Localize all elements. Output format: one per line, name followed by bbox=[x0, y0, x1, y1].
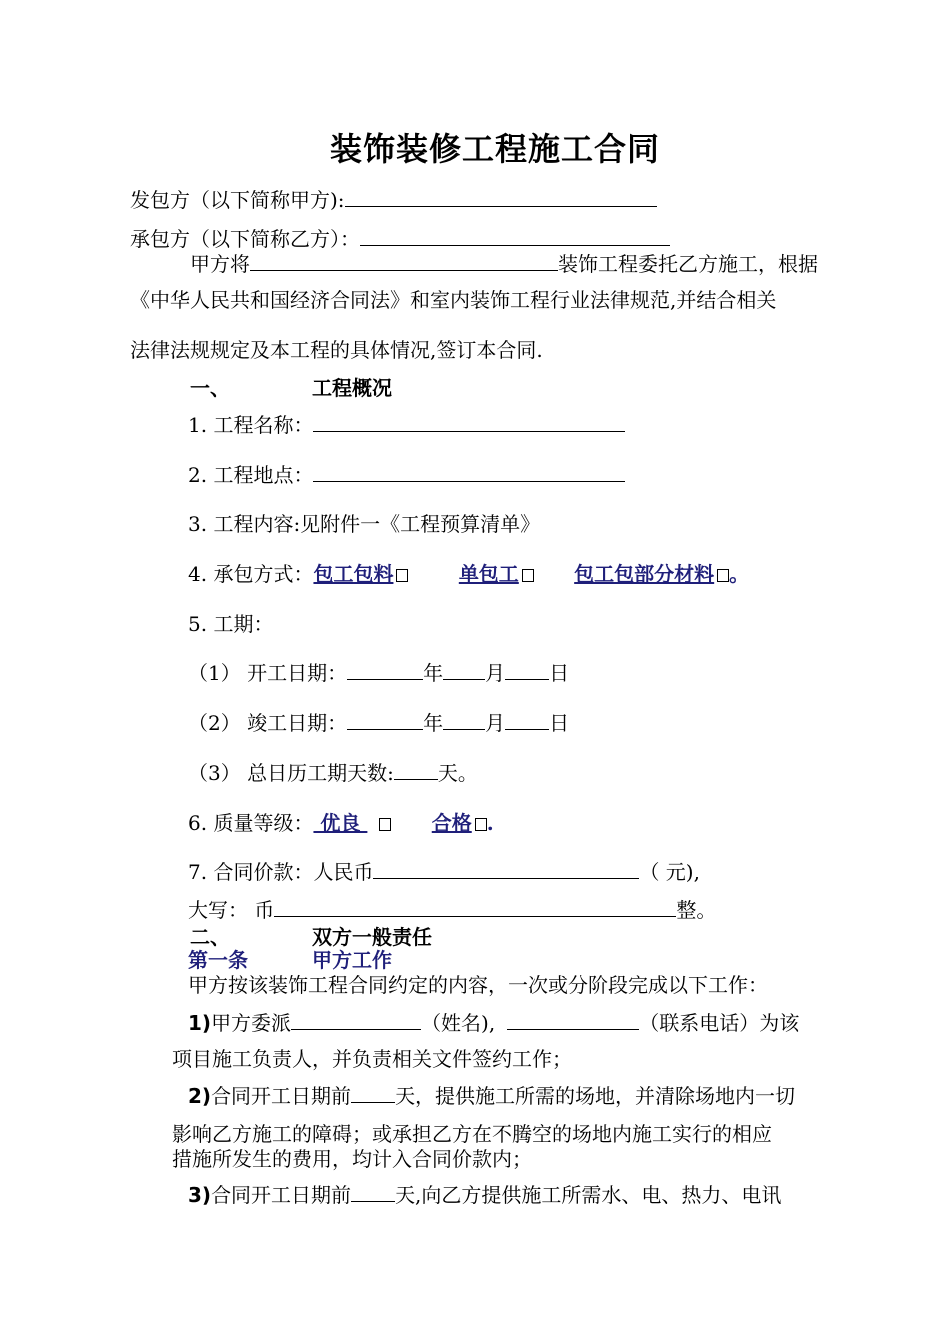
item-contract-mode bbox=[188, 562, 749, 586]
clause-text: （联系电话）为该 bbox=[639, 1011, 800, 1035]
item-end: 。 bbox=[729, 562, 750, 586]
document-title: 装饰装修工程施工合同 bbox=[329, 130, 660, 168]
end-year-blank[interactable] bbox=[347, 711, 423, 730]
project-name-blank[interactable] bbox=[313, 413, 625, 432]
item-label: 4. 承包方式： bbox=[188, 562, 314, 586]
start-date-line bbox=[188, 661, 569, 685]
clause-3 bbox=[188, 1183, 781, 1207]
item-duration: 5. 工期： bbox=[188, 612, 274, 636]
days-before-blank[interactable] bbox=[351, 1183, 395, 1202]
clause-text: 天，提供施工所需的场地，并清除场地内一切 bbox=[395, 1084, 796, 1108]
start-day-blank[interactable] bbox=[505, 661, 549, 680]
month-label: 月 bbox=[485, 661, 506, 685]
intro-text: 装饰工程委托乙方施工，根据 bbox=[558, 252, 818, 276]
body-intro: 甲方按该装饰工程合同约定的内容，一次或分阶段完成以下工作： bbox=[188, 973, 768, 997]
checkbox[interactable] bbox=[717, 569, 729, 582]
checkbox[interactable] bbox=[522, 569, 534, 582]
item-price bbox=[188, 860, 700, 884]
clause-text: 天,向乙方提供施工所需水、电、热力、电讯 bbox=[395, 1183, 782, 1207]
day-label: 日 bbox=[549, 661, 570, 685]
item-label: 6. 质量等级： bbox=[188, 811, 314, 835]
clause-text: 甲方委派 bbox=[211, 1011, 292, 1035]
clause-1 bbox=[188, 1011, 799, 1035]
daxie-label: 大写： 币 bbox=[188, 898, 275, 922]
end-month-blank[interactable] bbox=[443, 711, 485, 730]
manager-name-blank[interactable] bbox=[291, 1011, 421, 1030]
section-1-title: 工程概况 bbox=[312, 376, 392, 400]
item-end: . bbox=[486, 811, 494, 835]
checkbox[interactable] bbox=[475, 818, 487, 831]
total-days-label: （3） 总日历工期天数: bbox=[188, 761, 394, 785]
end-day-blank[interactable] bbox=[505, 711, 549, 730]
price-label: 7. 合同价款：人民币 bbox=[188, 860, 374, 884]
article-1-num: 第一条 bbox=[188, 948, 248, 972]
option-labor-only[interactable]: 单包工 bbox=[458, 562, 519, 586]
project-blank[interactable] bbox=[250, 252, 558, 271]
intro-line-3: 法律法规规定及本工程的具体情况,签订本合同. bbox=[130, 338, 543, 362]
clause-text: 合同开工日期前 bbox=[211, 1183, 352, 1207]
clause-num: 2) bbox=[188, 1084, 212, 1108]
start-year-blank[interactable] bbox=[347, 661, 423, 680]
intro-line-2: 《中华人民共和国经济合同法》和室内装饰工程行业法律规范,并结合相关 bbox=[130, 288, 777, 312]
party-b-line bbox=[130, 227, 670, 251]
end-date-line bbox=[188, 711, 569, 735]
clause-2-cont-2: 措施所发生的费用，均计入合同价款内； bbox=[172, 1147, 532, 1171]
clause-num: 1) bbox=[188, 1011, 212, 1035]
option-excellent[interactable]: 优良 bbox=[313, 811, 368, 835]
intro-line-1 bbox=[190, 252, 818, 276]
checkbox[interactable] bbox=[379, 818, 391, 831]
checkbox[interactable] bbox=[396, 569, 408, 582]
section-1-num: 一、 bbox=[190, 376, 230, 400]
start-date-label: （1） 开工日期： bbox=[188, 661, 348, 685]
section-2-num: 二、 bbox=[190, 925, 230, 949]
year-label: 年 bbox=[423, 661, 444, 685]
days-before-blank[interactable] bbox=[351, 1084, 395, 1103]
project-location-blank[interactable] bbox=[313, 463, 625, 482]
option-full-contract[interactable]: 包工包料 bbox=[313, 562, 394, 586]
year-label: 年 bbox=[423, 711, 444, 735]
clause-1-cont: 项目施工负责人，并负责相关文件签约工作； bbox=[172, 1047, 572, 1071]
party-a-label: 发包方（以下简称甲方): bbox=[130, 188, 345, 212]
phone-blank[interactable] bbox=[507, 1011, 639, 1030]
clause-text: 合同开工日期前 bbox=[211, 1084, 352, 1108]
option-partial-materials[interactable]: 包工包部分材料 bbox=[574, 562, 715, 586]
price-blank[interactable] bbox=[373, 860, 639, 879]
price-in-words bbox=[188, 898, 716, 922]
item-project-content: 3. 工程内容:见附件一《工程预算清单》 bbox=[188, 512, 541, 536]
daxie-end: 整。 bbox=[676, 898, 717, 922]
section-2-title: 双方一般责任 bbox=[312, 925, 432, 949]
days-unit: 天。 bbox=[437, 761, 478, 785]
option-qualified[interactable]: 合格 bbox=[431, 811, 472, 835]
party-b-blank[interactable] bbox=[360, 227, 670, 246]
intro-text: 甲方将 bbox=[190, 252, 250, 276]
end-date-label: （2） 竣工日期： bbox=[188, 711, 348, 735]
daxie-blank[interactable] bbox=[274, 898, 676, 917]
start-month-blank[interactable] bbox=[443, 661, 485, 680]
article-1-title: 甲方工作 bbox=[312, 948, 392, 972]
clause-text: （姓名), bbox=[421, 1011, 496, 1035]
clause-2 bbox=[188, 1084, 795, 1108]
total-days-blank[interactable] bbox=[394, 761, 438, 780]
party-a-line bbox=[130, 188, 657, 212]
party-a-blank[interactable] bbox=[345, 188, 657, 207]
item-quality bbox=[188, 811, 494, 835]
month-label: 月 bbox=[485, 711, 506, 735]
item-project-location bbox=[188, 463, 625, 487]
item-project-name bbox=[188, 413, 625, 437]
clause-num: 3) bbox=[188, 1183, 212, 1207]
total-days-line bbox=[188, 761, 478, 785]
clause-2-cont-1: 影响乙方施工的障碍；或承担乙方在不腾空的场地内施工实行的相应 bbox=[172, 1122, 772, 1146]
item-label: 2. 工程地点： bbox=[188, 463, 314, 487]
day-label: 日 bbox=[549, 711, 570, 735]
price-unit: （ 元), bbox=[639, 860, 700, 884]
item-label: 1. 工程名称： bbox=[188, 413, 314, 437]
party-b-label: 承包方（以下简称乙方）： bbox=[130, 227, 360, 251]
